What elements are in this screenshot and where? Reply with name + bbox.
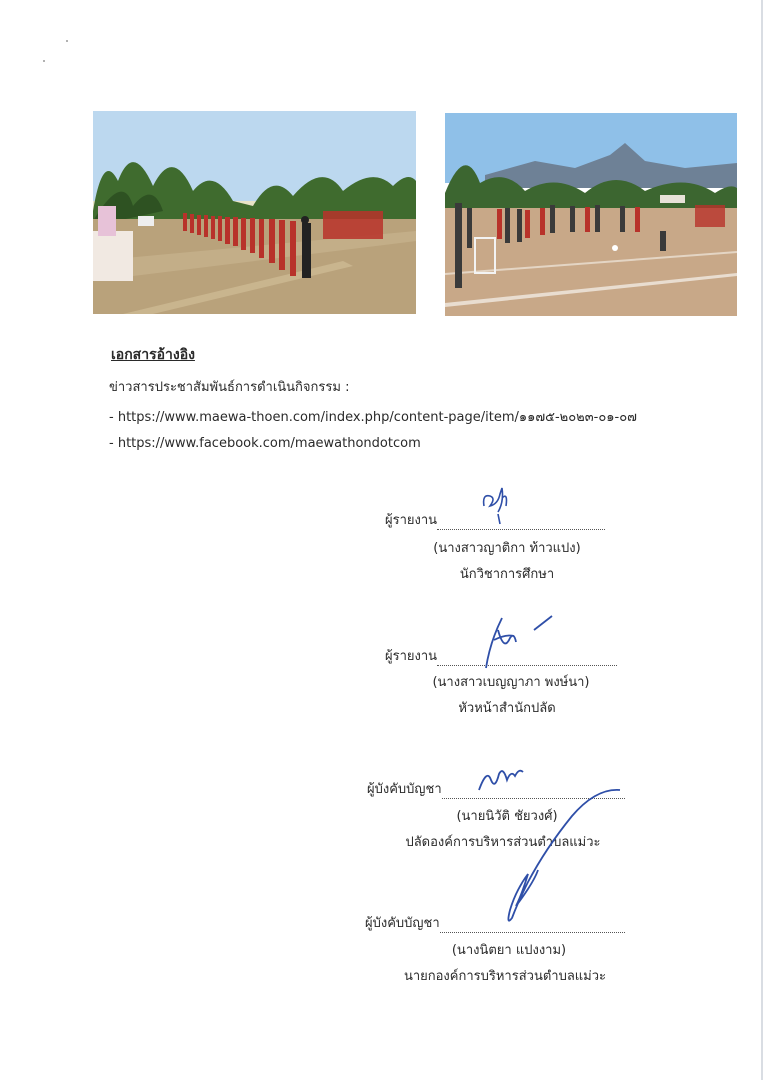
signatory-name: (นางสาวญาติกา ท้าวแปง) (433, 541, 581, 556)
signatory-position: นักวิชาการศึกษา (459, 567, 555, 582)
signatory-name: (นายนิวัติ ชัยวงศ์) (456, 809, 558, 824)
signature-dots (437, 515, 605, 530)
signature-label: ผู้บังคับบัญชา (365, 916, 440, 931)
signatory-name: (นางสาวเบญญาภา พงษ์นา) (432, 675, 590, 690)
signature-label: ผู้บังคับบัญชา (367, 782, 442, 797)
references-title: เอกสารอ้างอิง (111, 347, 195, 363)
page-edge (761, 0, 763, 1080)
signature-label: ผู้รายงาน (385, 513, 438, 528)
signature-scribble (478, 484, 518, 526)
signature-label: ผู้รายงาน (385, 649, 438, 664)
signatory-position: นายกองค์การบริหารส่วนตำบลแม่วะ (403, 969, 607, 984)
scan-speck (66, 40, 68, 42)
reference-link[interactable]: - https://www.facebook.com/maewathondotcom (109, 436, 421, 451)
signatory-name: (นางนิตยา แปงงาม) (451, 943, 567, 958)
references-intro: ข่าวสารประชาสัมพันธ์การดำเนินกิจกรรม : (109, 380, 350, 395)
signatory-position: ปลัดองค์การบริหารส่วนตำบลแม่วะ (405, 835, 601, 850)
signatory-position: หัวหน้าสำนักปลัด (458, 701, 556, 716)
signature-scribble (480, 612, 560, 672)
photo-opening-ceremony (93, 111, 416, 314)
reference-link[interactable]: - https://www.maewa-thoen.com/index.php/content-page/item/๑๑๗๕-๒๐๒๓-๐๑-๐๗ (109, 410, 637, 425)
photo-football-match (445, 113, 737, 316)
signature-scribble (476, 786, 626, 926)
references-section (109, 344, 709, 460)
scan-speck (43, 60, 45, 62)
